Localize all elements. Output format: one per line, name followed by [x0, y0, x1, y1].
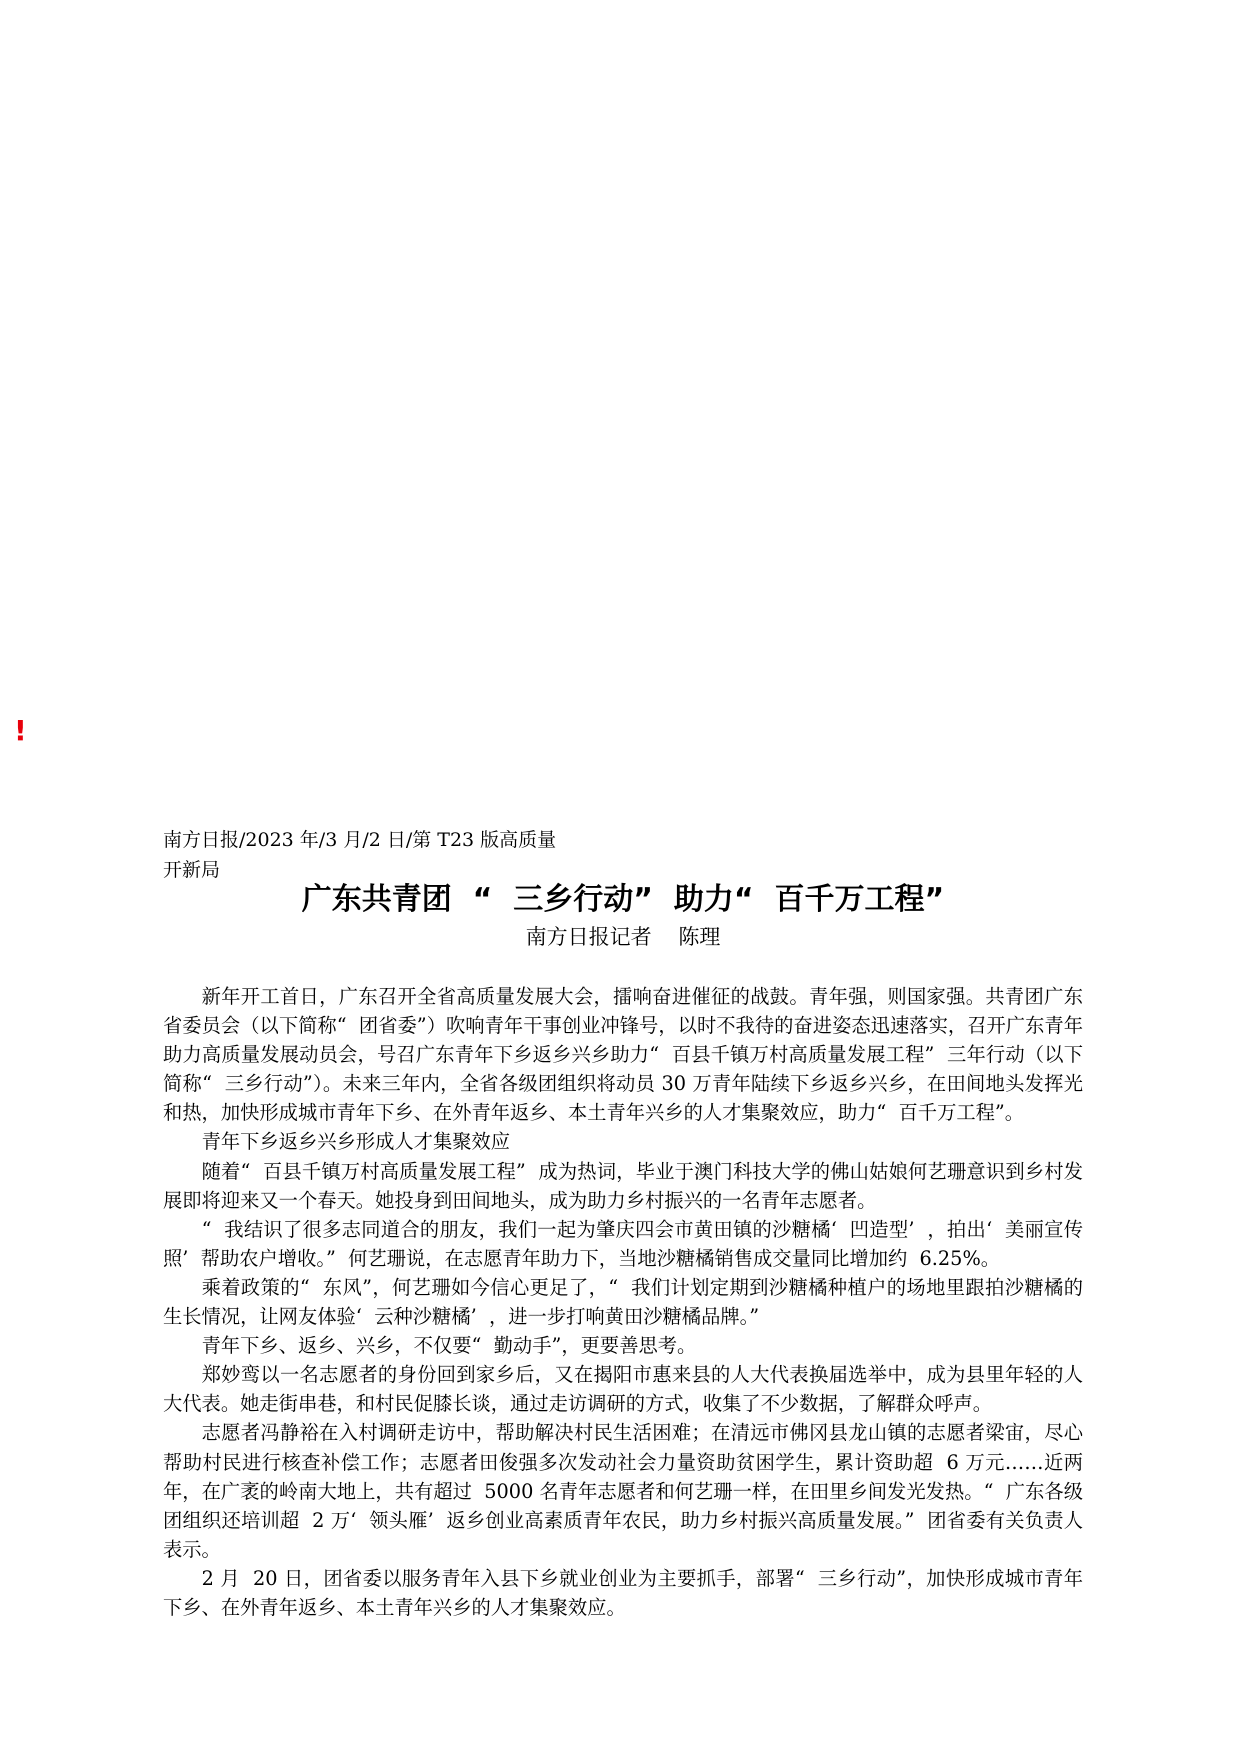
paragraph: “ 我结识了很多志同道合的朋友，我们一起为肇庆四会市黄田镇的沙糖橘‘ 凹造型’ ，拍出‘ 美丽宣传照’ 帮助农户增收。” 何艺珊说，在志愿青年助力下，当地沙糖橘销售成交量同比增加约 6.25%。	[163, 1217, 1083, 1270]
headline: 广东共青团 “ 三乡行动” 助力“ 百千万工程”	[301, 882, 945, 917]
paragraph: 青年下乡、返乡、兴乡，不仅要“ 勤动手”，更要善思考。	[201, 1334, 697, 1358]
paragraph: 随着“ 百县千镇万村高质量发展工程” 成为热词，毕业于澳门科技大学的佛山姑娘何艺珊意识到乡村发展即将迎来又一个春天。她投身到田间地头，成为助力乡村振兴的一名青年志愿者。	[163, 1159, 1083, 1212]
paragraph: 乘着政策的“ 东风”，何艺珊如今信心更足了，“ 我们计划定期到沙糖橘种植户的场地里跟拍沙糖橘的生长情况，让网友体验‘ 云种沙糖橘’ ，进一步打响黄田沙糖橘品牌。”	[163, 1275, 1083, 1329]
paragraph: 郑妙鸾以一名志愿者的身份回到家乡后，又在揭阳市惠来县的人大代表换届选举中，成为县里年轻的人大代表。她走街串巷，和村民促膝长谈，通过走访调研的方式，收集了不少数据，了解群众呼声。	[163, 1363, 1083, 1416]
paragraph: 新年开工首日，广东召开全省高质量发展大会，擂响奋进催征的战鼓。青年强，则国家强。共青团广东省委员会（以下简称“ 团省委”）吹响青年干事创业冲锋号，以时不我待的奋进姿态迅速落实，召开广东青年助力高质量发展动员会，号召广东青年下乡返乡兴乡助力“ 百县千镇万村高质量发展工程” 三年行动（以下简称“ 三乡行动”）。未来三年内，全省各级团组织将动员 30 万青年陆续下乡返乡兴乡，在田间地头发挥光和热，加快形成城市青年下乡、在外青年返乡、本土青年兴乡的人才集聚效应，助力“ 百千万工程”。	[163, 985, 1083, 1125]
byline: 南方日报记者 陈理	[525, 925, 721, 949]
paragraph: 志愿者冯静裕在入村调研走访中，帮助解决村民生活困难；在清远市佛冈县龙山镇的志愿者梁宙，尽心帮助村民进行核查补偿工作；志愿者田俊强多次发动社会力量资助贫困学生，累计资助超 6 万元……近两年，在广袤的岭南大地上，共有超过 5000 名青年志愿者和何艺珊一样，在田里乡间发光发热。“ 广东各级团组织还培训超 2 万‘ 领头雁’ 返乡创业高素质青年农民，助力乡村振兴高质量发展。” 团省委有关负责人表示。	[163, 1421, 1083, 1561]
article-body	[163, 982, 1083, 1622]
section-heading: 青年下乡返乡兴乡形成人才集聚效应	[201, 1130, 511, 1154]
source-line: 南方日报/2023 年/3 月/2 日/第 T23 版高质量开新局	[163, 829, 557, 881]
paragraph: 2 月 20 日，团省委以服务青年入县下乡就业创业为主要抓手，部署“ 三乡行动”，加快形成城市青年下乡、在外青年返乡、本土青年兴乡的人才集聚效应。	[163, 1566, 1083, 1619]
red-exclamation-mark: !	[14, 714, 27, 747]
